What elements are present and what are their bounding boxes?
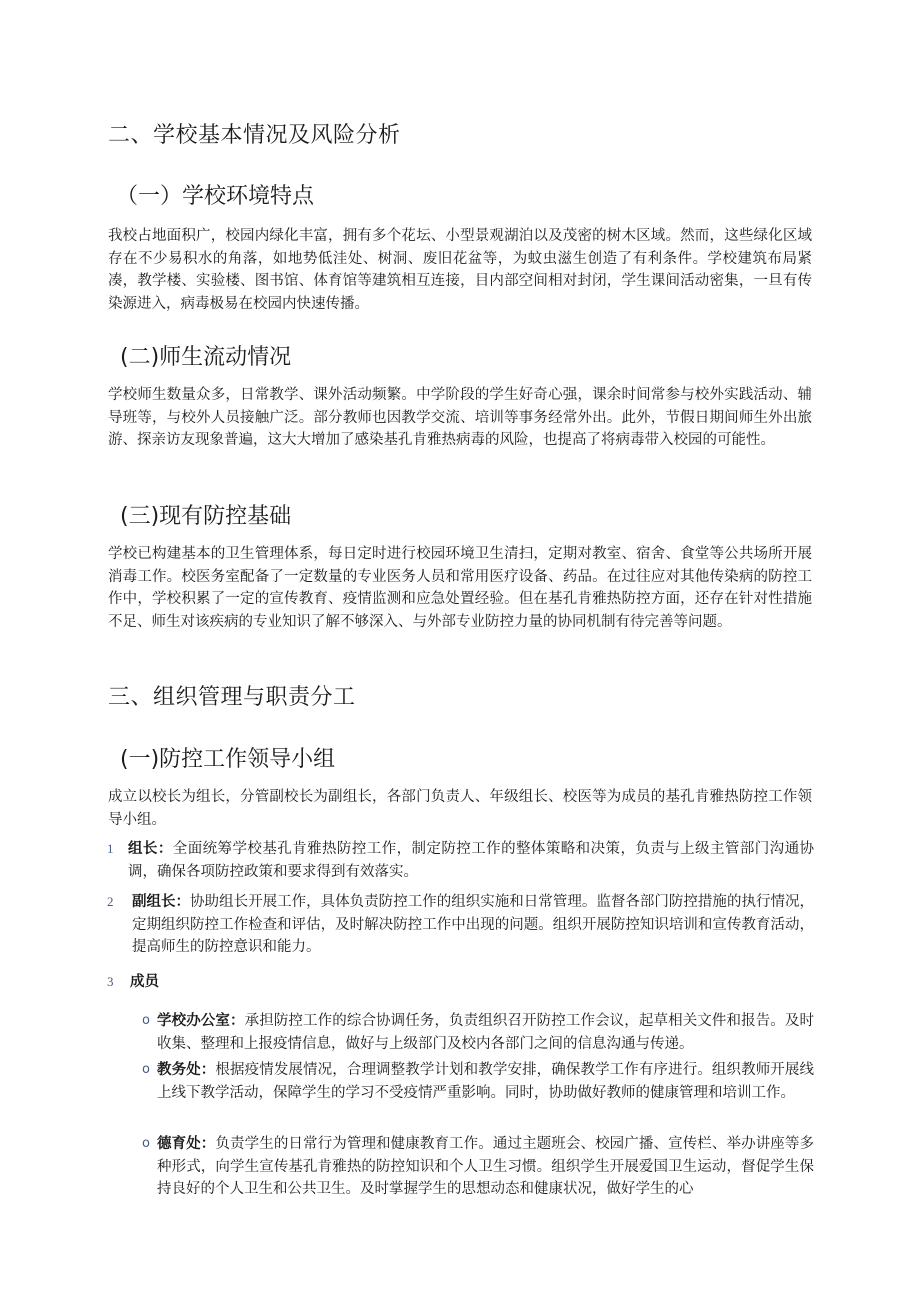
- member-item-body: [157, 1133, 814, 1201]
- list-item-text: 协助组长开展工作，具体负责防控工作的组织实施和日常管理。监督各部门防控措施的执行情况，定期组织防控工作检查和评估，及时解决防控工作中出现的问题。组织开展防控知识培训和宣传教育活动，提高师生的防控意识和能力。: [132, 894, 814, 955]
- list-number: 2: [107, 894, 114, 909]
- list-number: 1: [107, 841, 114, 856]
- section-2-2-heading: (二)师生流动情况: [120, 345, 292, 370]
- member-text: 根据疫情发展情况，合理调整教学计划和教学安排，确保教学工作有序进行。组织教师开展线上线下教学活动，保障学生的学习不受疫情严重影响。同时，协助做好教师的健康管理和培训工作。: [157, 1062, 815, 1101]
- section-2-1-heading: （一）学校环境特点: [116, 184, 315, 209]
- member-label: 学校办公室：: [157, 1013, 245, 1029]
- member-text: 负责学生的日常行为管理和健康教育工作。通过主题班会、校园广播、宣传栏、举办讲座等多种形式，向学生宣传基孔肯雅热的防控知识和个人卫生习惯。组织学生开展爱国卫生运动，督促学生保持良好的个人卫生和公共卫生。及时掌握学生的思想动态和健康状况，做好学生的心: [157, 1136, 815, 1197]
- list-item-text: 全面统筹学校基孔肯雅热防控工作，制定防控工作的整体策略和决策，负责与上级主管部门沟通协调，确保各项防控政策和要求得到有效落实。: [128, 841, 815, 880]
- list-item-body: [130, 971, 816, 994]
- section-3-1-heading: (一)防控工作领导小组: [120, 747, 336, 772]
- member-item-body: [157, 1059, 814, 1104]
- list-number: 3: [107, 974, 114, 989]
- member-label: 德育处：: [157, 1136, 216, 1152]
- list-item-body: [132, 891, 814, 959]
- list-item-label: 成员: [130, 974, 159, 990]
- bullet-circle-icon: o: [142, 1136, 150, 1151]
- member-item-body: [157, 1010, 814, 1055]
- section-2-1-paragraph: 我校占地面积广，校园内绿化丰富，拥有多个花坛、小型景观湖泊以及茂密的树木区域。然而，这些绿化区域存在不少易积水的角落，如地势低洼处、树洞、废旧花盆等，为蚊虫滋生创造了有利条件。学校建筑布局紧凑，教学楼、实验楼、图书馆、体育馆等建筑相互连接，目内部空间相对封闭，学生课间活动密集，一旦有传染源进入，病毒极易在校园内快速传播。: [108, 228, 812, 312]
- section-2-3-heading: (三)现有防控基础: [120, 504, 292, 529]
- bullet-circle-icon: o: [142, 1062, 150, 1077]
- list-item-body: [128, 838, 814, 883]
- section-2-heading: 二、学校基本情况及风险分析: [108, 123, 401, 148]
- section-3-1-paragraph: 成立以校长为组长，分管副校长为副组长，各部门负责人、年级组长、校医等为成员的基孔肯雅热防控工作领导小组。: [108, 789, 812, 828]
- section-2-3-paragraph: 学校已构建基本的卫生管理体系，每日定时进行校园环境卫生清扫，定期对教室、宿舍、食堂等公共场所开展消毒工作。校医务室配备了一定数量的专业医务人员和常用医疗设备、药品。在过往应对其他传染病的防控工作中，学校积累了一定的宣传教育、疫情监测和应急处置经验。但在基孔肯雅热防控方面，还存在针对性措施不足、师生对该疾病的专业知识了解不够深入、与外部专业防控力量的协同机制有待完善等问题。: [108, 546, 812, 630]
- member-label: 教务处：: [157, 1062, 216, 1078]
- bullet-circle-icon: o: [142, 1013, 150, 1028]
- section-2-2-paragraph: 学校师生数量众多，日常教学、课外活动频繁。中学阶段的学生好奇心强，课余时间常参与校外实践活动、辅导班等，与校外人员接触广泛。部分教师也因教学交流、培训等事务经常外出。此外，节假日期间师生外出旅游、探亲访友现象普遍，这大大增加了感染基孔肯雅热病毒的风险，也提高了将病毒带入校园的可能性。: [108, 387, 812, 448]
- list-item-label: 副组长：: [132, 894, 191, 910]
- member-text: 承担防控工作的综合协调任务，负责组织召开防控工作会议，起草相关文件和报告。及时收集、整理和上报疫情信息，做好与上级部门及校内各部门之间的信息沟通与传递。: [157, 1013, 815, 1052]
- list-item-label: 组长：: [128, 841, 173, 857]
- section-3-heading: 三、组织管理与职责分工: [108, 685, 356, 710]
